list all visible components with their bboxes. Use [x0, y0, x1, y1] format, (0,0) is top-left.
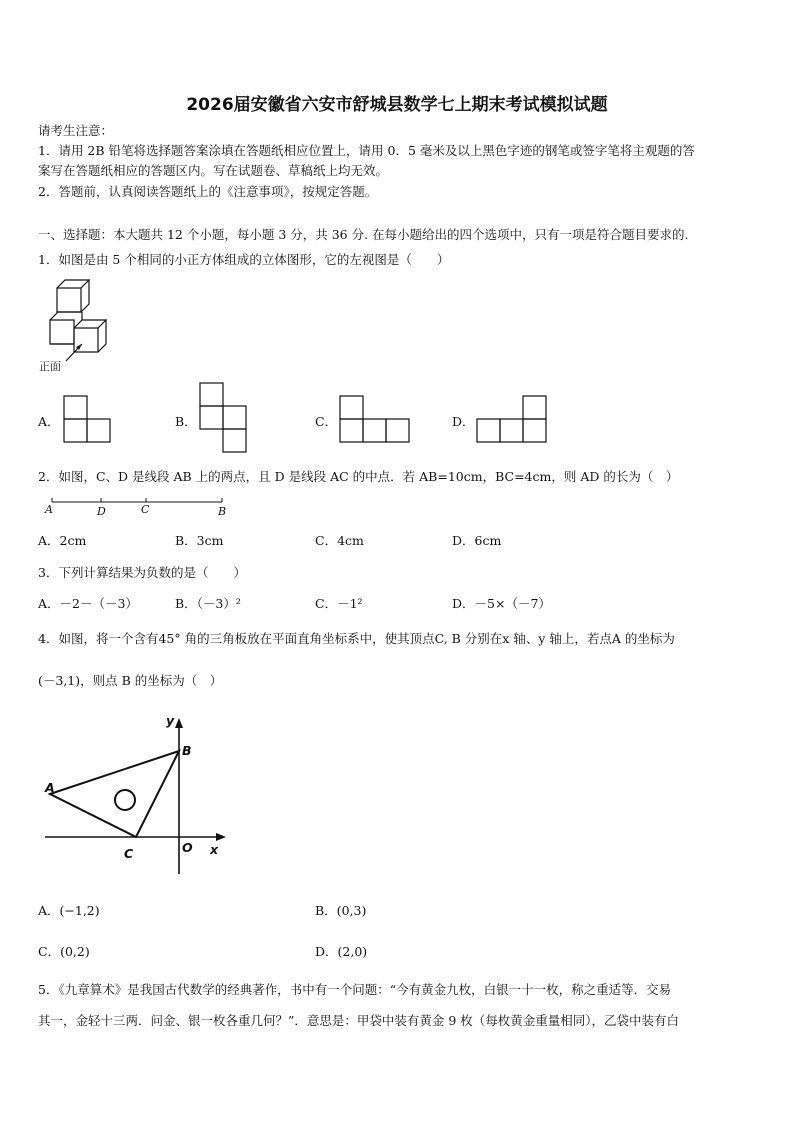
q2-option-a: A．2cm [38, 533, 87, 548]
q1-option-a-figure [64, 396, 114, 446]
point-d-label: D [97, 505, 106, 518]
q3-option-a: A．－2－（－3） [38, 596, 138, 611]
q1-option-d-figure [477, 396, 551, 446]
question-3-stem: 3．下列计算结果为负数的是（ ） [38, 565, 246, 580]
x-axis-label: x [210, 842, 219, 857]
segment-figure [44, 496, 234, 520]
q1-option-d-label: D． [452, 414, 475, 429]
point-a-label: A [45, 503, 53, 516]
q4-option-c: C．(0,2) [38, 944, 90, 959]
point-c-label: C [141, 503, 150, 516]
q2-option-d: D．6cm [452, 533, 502, 548]
vertex-b-label: B [182, 743, 192, 758]
front-label: 正面 [39, 360, 61, 373]
question-2-stem: 2．如图，C、D 是线段 AB 上的两点，且 D 是线段 AC 的中点．若 AB=10cm，BC=4cm，则 AD 的长为（ ） [38, 469, 679, 484]
notice-item-2: 2．答题前，认真阅读答题纸上的《注意事项》，按规定答题。 [38, 184, 378, 199]
notice-heading: 请考生注意： [38, 123, 114, 138]
q1-option-a-label: A． [38, 414, 60, 429]
question-5-line-1: 5．《九章算术》是我国古代数学的经典著作，书中有一个问题：“今有黄金九枚，白银一十一枚，称之重适等．交易 [38, 982, 672, 997]
question-5-line-2: 其一，金轻十三两．问金、银一枚各重几何？”．意思是：甲袋中装有黄金 9 枚（每枚黄金重量相同），乙袋中装有白 [38, 1013, 680, 1028]
origin-label: O [182, 840, 193, 855]
vertex-c-label: C [124, 846, 134, 861]
question-4-stem-line-2: (－3,1)，则点 B 的坐标为（ ） [38, 673, 223, 688]
q2-option-c: C．4cm [315, 533, 364, 548]
question-1-stem: 1．如图是由 5 个相同的小正方体组成的立体图形，它的左视图是（ ） [38, 252, 450, 267]
q4-option-a: A．(−1,2) [38, 903, 100, 918]
y-axis-label: y [166, 713, 175, 728]
q4-option-d: D．(2,0) [315, 944, 368, 959]
page-title: 2026届安徽省六安市舒城县数学七上期末考试模拟试题 [186, 95, 608, 115]
q1-option-b-figure [200, 383, 250, 455]
point-b-label: B [218, 505, 227, 518]
q1-option-c-label: C． [315, 414, 338, 429]
vertex-a-label: A [45, 780, 55, 795]
notice-item-1-line-1: 1．请用 2B 铅笔将选择题答案涂填在答题纸相应位置上，请用 0．5 毫米及以上黑色字迹的钢笔或签字笔将主观题的答 [38, 143, 695, 158]
q2-option-b: B．3cm [175, 533, 224, 548]
notice-item-1-line-2: 案写在答题纸相应的答题区内。写在试题卷、草稿纸上均无效。 [38, 163, 389, 178]
q3-option-c: C．－1² [315, 596, 363, 611]
coordinate-figure [40, 714, 230, 879]
cube-figure [40, 278, 120, 368]
q1-option-b-label: B． [175, 414, 197, 429]
q1-option-c-figure [340, 396, 414, 446]
q3-option-b: B．（－3）² [175, 596, 241, 611]
question-4-stem-line-1: 4．如图，将一个含有45° 角的三角板放在平面直角坐标系中，使其顶点C, B 分别在x 轴、y 轴上，若点A 的坐标为 [38, 631, 675, 646]
section-heading: 一、选择题：本大题共 12 个小题，每小题 3 分，共 36 分. 在每小题给出的四个选项中，只有一项是符合题目要求的. [38, 227, 689, 242]
q3-option-d: D．－5×（－7） [452, 596, 551, 611]
q4-option-b: B．(0,3) [315, 903, 367, 918]
